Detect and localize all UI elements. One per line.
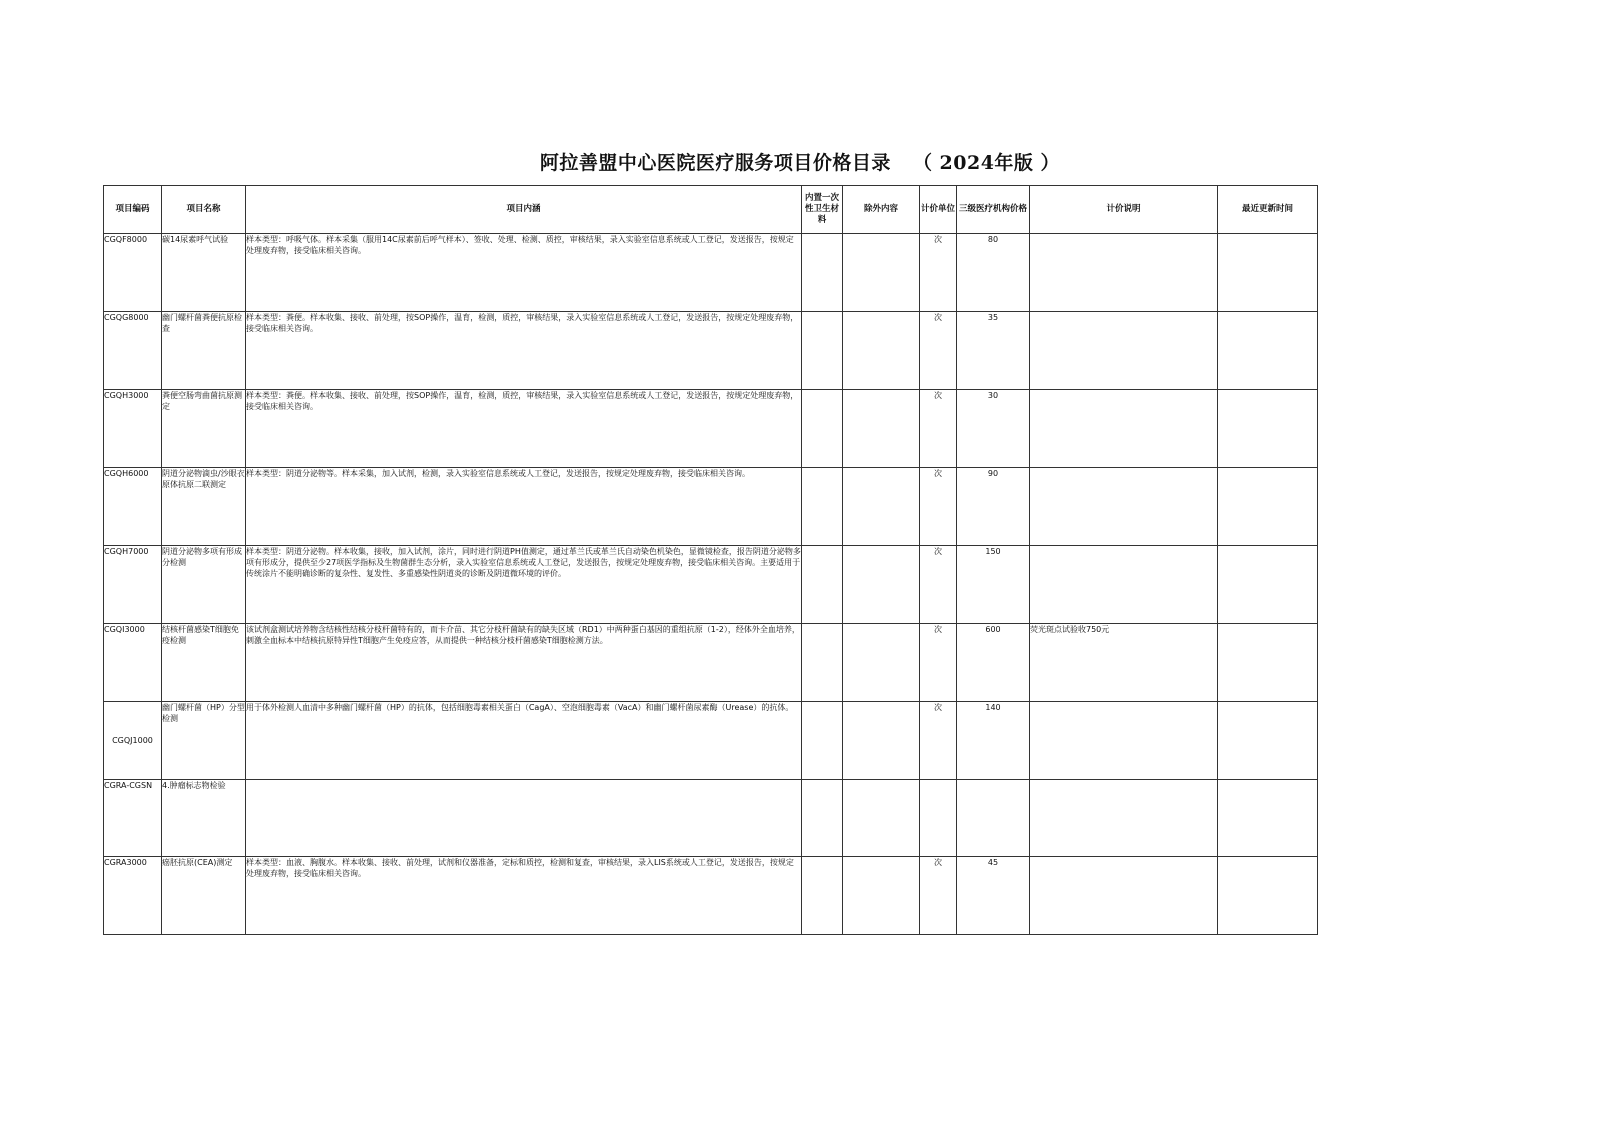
cell-materials	[802, 702, 843, 780]
header-materials: 内置一次性卫生材料	[802, 186, 843, 234]
cell-materials	[802, 546, 843, 624]
cell-price: 35	[957, 312, 1030, 390]
table-row	[104, 390, 1318, 468]
table-row	[104, 468, 1318, 546]
cell-updated	[1218, 390, 1318, 468]
cell-note	[1030, 312, 1218, 390]
cell-code: CGQG8000	[104, 312, 162, 390]
cell-content: 用于体外检测人血清中多种幽门螺杆菌（HP）的抗体，包括细胞毒素相关蛋白（CagA）、空泡细胞毒素（VacA）和幽门螺杆菌尿素酶（Urease）的抗体。	[246, 702, 802, 780]
cell-excluded	[843, 234, 920, 312]
cell-content: 样本类型：阴道分泌物。样本收集，接收，加入试剂，涂片，同时进行阴道PH值测定，通过革兰氏或革兰氏自动染色机染色，显微镜检查，报告阴道分泌物多项有形成分，提供至少27项医学指标及生物菌群生态分析，录入实验室信息系统或人工登记，发送报告，按规定处理废弃物，接受临床相关咨询。主要适用于传统涂片不能明确诊断的复杂性、复发性、多重感染性阴道炎的诊断及阴道微环境的评价。	[246, 546, 802, 624]
cell-materials	[802, 780, 843, 857]
cell-materials	[802, 312, 843, 390]
cell-code: CGRA-CGSN	[104, 780, 162, 857]
header-content: 项目内涵	[246, 186, 802, 234]
cell-excluded	[843, 702, 920, 780]
cell-content: 样本类型：呼吸气体。样本采集（服用14C尿素前后呼气样本）、签收、处理、检测、质控，审核结果，录入实验室信息系统或人工登记，发送报告，按规定处理废弃物，接受临床相关咨询。	[246, 234, 802, 312]
cell-unit: 次	[920, 312, 957, 390]
cell-content: 样本类型：粪便。样本收集、接收、前处理，按SOP操作，温育，检测，质控，审核结果，录入实验室信息系统或人工登记，发送报告，按规定处理废弃物，接受临床相关咨询。	[246, 312, 802, 390]
header-unit: 计价单位	[920, 186, 957, 234]
cell-unit: 次	[920, 702, 957, 780]
page-title	[0, 148, 1600, 175]
header-excluded: 除外内容	[843, 186, 920, 234]
cell-excluded	[843, 390, 920, 468]
cell-name: 幽门螺杆菌（HP）分型检测	[162, 702, 246, 780]
cell-note	[1030, 780, 1218, 857]
header-price: 三级医疗机构价格	[957, 186, 1030, 234]
cell-excluded	[843, 468, 920, 546]
title-main: 阿拉善盟中心医院医疗服务项目价格目录	[539, 152, 891, 174]
cell-price: 600	[957, 624, 1030, 702]
cell-unit: 次	[920, 857, 957, 935]
cell-code: CGQH7000	[104, 546, 162, 624]
cell-updated	[1218, 857, 1318, 935]
cell-code: CGQH6000	[104, 468, 162, 546]
cell-updated	[1218, 468, 1318, 546]
cell-price: 30	[957, 390, 1030, 468]
header-updated: 最近更新时间	[1218, 186, 1318, 234]
cell-code: CGRA3000	[104, 857, 162, 935]
cell-note: 荧光斑点试验收750元	[1030, 624, 1218, 702]
cell-unit: 次	[920, 390, 957, 468]
cell-code: CGQI3000	[104, 624, 162, 702]
cell-name: 结核杆菌感染T细胞免疫检测	[162, 624, 246, 702]
cell-note	[1030, 468, 1218, 546]
cell-price: 80	[957, 234, 1030, 312]
cell-price	[957, 780, 1030, 857]
cell-updated	[1218, 546, 1318, 624]
cell-unit: 次	[920, 546, 957, 624]
cell-name: 阴道分泌物滴虫/沙眼衣原体抗原二联测定	[162, 468, 246, 546]
cell-note	[1030, 546, 1218, 624]
cell-name: 幽门螺杆菌粪便抗原检查	[162, 312, 246, 390]
cell-content: 该试剂盒测试培养物含结核性结核分枝杆菌特有的，而卡介苗、其它分枝杆菌缺有的缺失区域（RD1）中两种蛋白基因的重组抗原（1-2），经体外全血培养，刺激全血标本中结核抗原特异性T细胞产生免疫应答，从而提供一种结核分枝杆菌感染T细胞检测方法。	[246, 624, 802, 702]
cell-name: 粪便空肠弯曲菌抗原测定	[162, 390, 246, 468]
header-note: 计价说明	[1030, 186, 1218, 234]
table-row	[104, 234, 1318, 312]
header-row	[104, 186, 1318, 234]
cell-excluded	[843, 857, 920, 935]
cell-price: 150	[957, 546, 1030, 624]
cell-unit: 次	[920, 468, 957, 546]
title-edition: （ 2024年版 ）	[912, 152, 1061, 174]
cell-code: CGQF8000	[104, 234, 162, 312]
cell-note	[1030, 857, 1218, 935]
cell-code: CGQJ1000	[104, 702, 162, 780]
cell-unit: 次	[920, 234, 957, 312]
cell-excluded	[843, 312, 920, 390]
cell-content: 样本类型：粪便。样本收集、接收、前处理，按SOP操作，温育，检测，质控，审核结果，录入实验室信息系统或人工登记，发送报告，按规定处理废弃物，接受临床相关咨询。	[246, 390, 802, 468]
table-row	[104, 702, 1318, 780]
cell-updated	[1218, 780, 1318, 857]
cell-materials	[802, 468, 843, 546]
cell-unit: 次	[920, 624, 957, 702]
cell-note	[1030, 390, 1218, 468]
cell-content: 样本类型：血液、胸腹水。样本收集、接收、前处理，试剂和仪器准备，定标和质控，检测和复查，审核结果，录入LIS系统或人工登记，发送报告，按规定处理废弃物，接受临床相关咨询。	[246, 857, 802, 935]
table-row	[104, 857, 1318, 935]
cell-materials	[802, 857, 843, 935]
price-table	[103, 185, 1318, 935]
header-code: 项目编码	[104, 186, 162, 234]
cell-note	[1030, 234, 1218, 312]
cell-content	[246, 780, 802, 857]
cell-excluded	[843, 546, 920, 624]
cell-materials	[802, 624, 843, 702]
cell-materials	[802, 390, 843, 468]
cell-name: 4.肿瘤标志物检验	[162, 780, 246, 857]
table-row	[104, 546, 1318, 624]
cell-name: 阴道分泌物多项有形成分检测	[162, 546, 246, 624]
header-name: 项目名称	[162, 186, 246, 234]
cell-excluded	[843, 780, 920, 857]
table-row	[104, 312, 1318, 390]
cell-excluded	[843, 624, 920, 702]
cell-price: 140	[957, 702, 1030, 780]
cell-code: CGQH3000	[104, 390, 162, 468]
cell-updated	[1218, 312, 1318, 390]
cell-updated	[1218, 234, 1318, 312]
cell-materials	[802, 234, 843, 312]
cell-name: 癌胚抗原(CEA)测定	[162, 857, 246, 935]
cell-unit	[920, 780, 957, 857]
cell-note	[1030, 702, 1218, 780]
cell-updated	[1218, 624, 1318, 702]
cell-price: 90	[957, 468, 1030, 546]
cell-updated	[1218, 702, 1318, 780]
cell-price: 45	[957, 857, 1030, 935]
cell-content: 样本类型：阴道分泌物等。样本采集，加入试剂，检测，录入实验室信息系统或人工登记，发送报告，按规定处理废弃物，接受临床相关咨询。	[246, 468, 802, 546]
table-row	[104, 780, 1318, 857]
table-row	[104, 624, 1318, 702]
cell-name: 碳14尿素呼气试验	[162, 234, 246, 312]
